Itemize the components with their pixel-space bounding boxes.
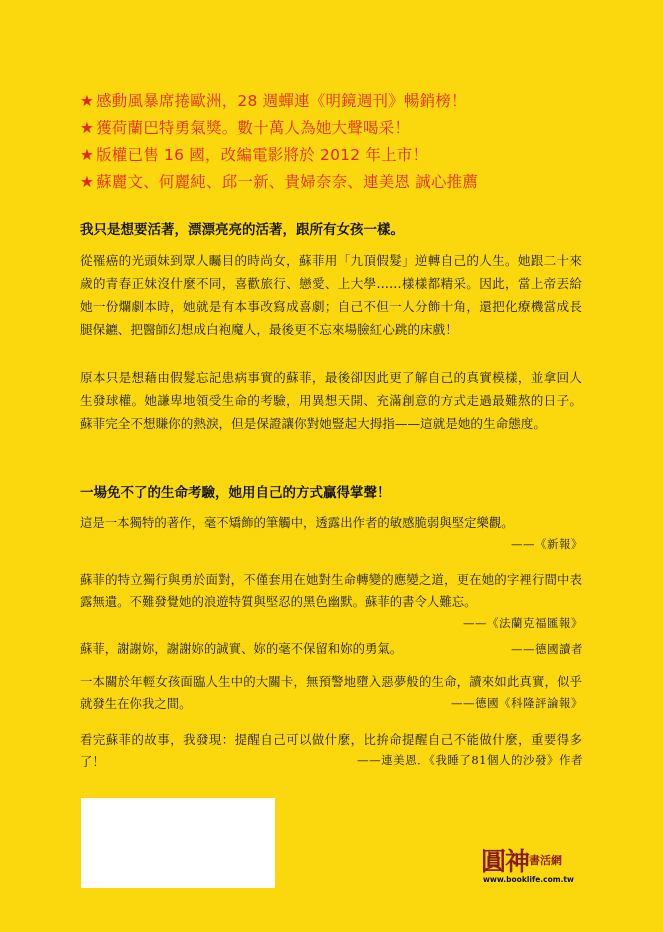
star-icon: ★ xyxy=(80,173,95,191)
logo-url: www.booklife.com.tw xyxy=(483,875,574,884)
promo-list xyxy=(80,88,640,196)
quote-text: 一本關於年輕女孩面臨人生中的大關卡，無預警地墮入惡夢般的生命，讀來如此真實，似乎就發生在你我之間。 xyxy=(80,674,582,711)
summary-paragraph-1: 從罹癌的光頭妹到眾人矚目的時尚女，蘇菲用「九頂假髮」逆轉自己的人生。她跟二十來歲的青春正妹沒什麼不同，喜歡旅行、戀愛、上大學……樣樣都精采。因此，當上帝丟給她一份爛劇本時，她就是有本事改寫成喜劇；自己不但一人分飾十角，還把化療機當成長腿保鑣、把醫師幻想成白袍魔人，最後更不忘來場臉紅心跳的床戲！ xyxy=(80,253,582,337)
promo-line: ★ 版權已售 16 國，改編電影將於 2012 年上市！ xyxy=(80,146,429,164)
publisher-logo xyxy=(481,842,586,888)
summary-paragraph-2: 原本只是想藉由假髮忘記患病事實的蘇菲，最後卻因此更了解自己的真實模樣，並拿回人生發球權。她謙卑地領受生命的考驗，用異想天開、充滿創意的方式走過最難熬的日子。蘇菲完全不想賺你的熱淚，但是保證讓你對她豎起大拇指——這就是她的生命態度。 xyxy=(80,370,582,431)
quote-source: ——德國《科隆評論報》 xyxy=(451,696,583,710)
quote-text: 這是一本獨特的著作，毫不矯飾的筆觸中，透露出作者的敏感脆弱與堅定樂觀。 xyxy=(80,515,514,530)
quote-source: ——德國讀者 xyxy=(511,642,583,656)
star-icon: ★ xyxy=(80,92,95,110)
quote-text: 蘇菲，謝謝妳，謝謝妳的誠實、妳的毫不保留和妳的勇氣。 xyxy=(80,641,403,656)
logo-main-text: 圓神 xyxy=(481,847,530,876)
quote-source: ——連美恩．《我睡了81個人的沙發》作者 xyxy=(357,753,583,767)
quote-source: ——《新報》 xyxy=(511,537,583,551)
star-icon: ★ xyxy=(80,146,95,164)
section-heading-1: 我只是想要活著，漂漂亮亮的活著，跟所有女孩一樣。 xyxy=(80,222,404,238)
star-icon: ★ xyxy=(80,119,95,137)
section-heading-2: 一場免不了的生命考驗，她用自己的方式贏得掌聲！ xyxy=(80,485,391,501)
quote-source: ——《法蘭克福匯報》 xyxy=(463,616,583,630)
logo-sub-text: 書活網 xyxy=(529,854,562,867)
promo-line: ★ 蘇麗文、何麗純、邱一新、貴婦奈奈、連美恩 誠心推薦 xyxy=(80,173,479,191)
quote-text: 看完蘇菲的故事，我發現：提醒自己可以做什麼，比拚命提醒自己不能做什麼，重要得多了！ xyxy=(80,732,582,769)
barcode-area xyxy=(81,798,275,888)
promo-line: ★ 感動風暴席捲歐洲，28 週蟬連《明鏡週刊》暢銷榜！ xyxy=(80,92,467,110)
quote-text: 蘇菲的特立獨行與勇於面對，不僅套用在她對生命轉變的應變之道，更在她的字裡行間中表露無遺。不難發覺她的浪遊特質與堅忍的黑色幽默。蘇菲的書令人難忘。 xyxy=(80,572,582,609)
promo-line: ★ 獲荷蘭巴特勇氣獎。數十萬人為她大聲喝采！ xyxy=(80,119,411,137)
